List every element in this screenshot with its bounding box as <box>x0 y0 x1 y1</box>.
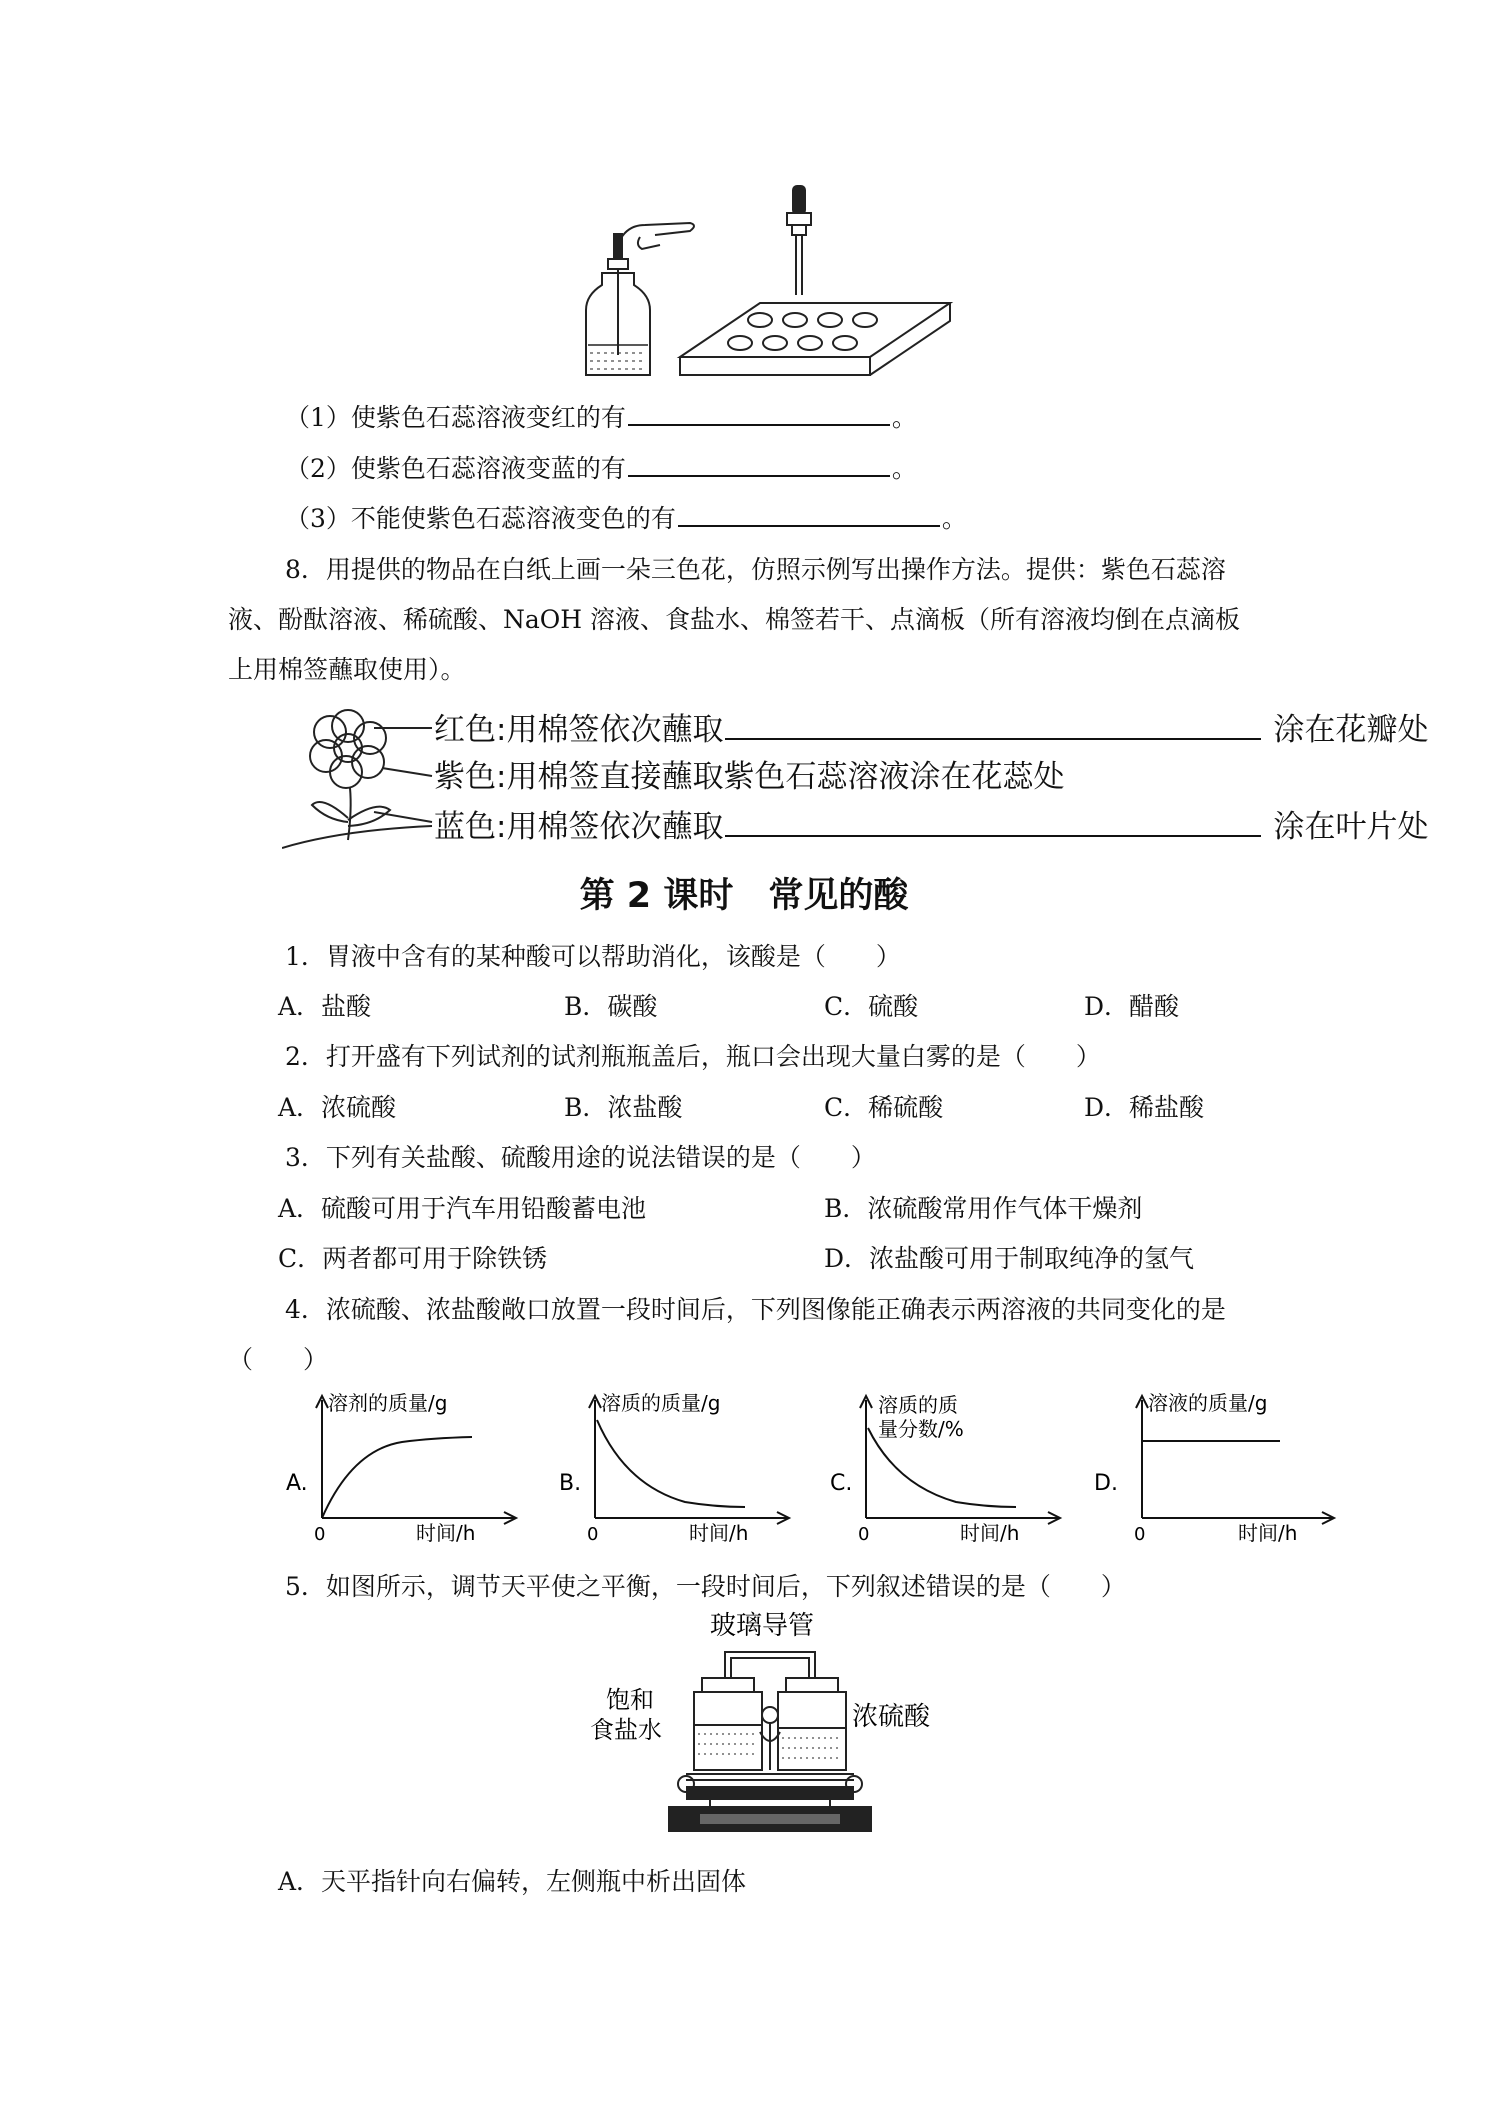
q1-option-d[interactable]: D．醋酸 <box>1084 992 1180 1021</box>
q7-sub2-end: 。 <box>891 454 917 483</box>
balance-apparatus-illustration <box>590 1610 950 1840</box>
q4-graph-c-xlabel: 时间/h <box>960 1521 1020 1545</box>
dropper-plate-illustration <box>580 185 960 380</box>
q7-sub3-text: （3）不能使紫色石蕊溶液变色的有 <box>285 504 676 533</box>
q8-line3: 上用棉签蘸取使用）。 <box>228 655 466 684</box>
q4-graph-c[interactable] <box>826 1390 1066 1550</box>
q8-purple-line: 紫色:用棉签直接蘸取紫色石蕊溶液涂在花蕊处 <box>434 759 1065 795</box>
q3-option-a[interactable]: A．硫酸可用于汽车用铅酸蓄电池 <box>278 1194 647 1223</box>
q2-stem: 2．打开盛有下列试剂的试剂瓶瓶盖后，瓶口会出现大量白雾的是（ ） <box>285 1042 1101 1071</box>
q7-sub3-end: 。 <box>941 504 967 533</box>
q7-sub1 <box>285 400 917 435</box>
q8-blue-end: 涂在叶片处 <box>1273 809 1429 845</box>
section-title: 第 2 课时 常见的酸 <box>579 876 909 916</box>
q7-sub2-text: （2）使紫色石蕊溶液变蓝的有 <box>285 454 626 483</box>
q5-option-a[interactable]: A．天平指针向右偏转，左侧瓶中析出固体 <box>278 1867 747 1896</box>
q8-blue-line <box>434 805 1428 847</box>
q8-blue-label: 蓝色:用棉签依次蘸取 <box>434 809 724 845</box>
q4-graph-d-ylabel: 溶液的质量/g <box>1148 1391 1268 1415</box>
q4-graph-d-xlabel: 时间/h <box>1238 1521 1298 1545</box>
q1-stem: 1．胃液中含有的某种酸可以帮助消化，该酸是（ ） <box>285 942 901 971</box>
q8-red-label: 红色:用棉签依次蘸取 <box>434 712 724 748</box>
q4-graph-b-curve <box>597 1420 745 1507</box>
label-conc-sulfuric: 浓硫酸 <box>852 1702 931 1732</box>
q4-graph-c-ylabel2: 量分数/% <box>878 1417 964 1441</box>
q4-graph-c-origin: 0 <box>858 1524 870 1545</box>
q4-graph-a-ylabel: 溶剂的质量/g <box>328 1391 448 1415</box>
q4-graph-c-letter: C. <box>830 1471 853 1496</box>
q1-option-a[interactable]: A．盐酸 <box>278 992 372 1021</box>
q4-graph-d-letter: D. <box>1094 1471 1118 1496</box>
q7-sub2 <box>285 451 917 486</box>
q3-option-c[interactable]: C．两者都可用于除铁锈 <box>278 1244 548 1273</box>
q2-option-c[interactable]: C．稀硫酸 <box>824 1093 944 1122</box>
q7-sub2-blank[interactable] <box>628 451 890 477</box>
q4-graph-a-letter: A. <box>286 1471 308 1496</box>
q4-graph-b-xlabel: 时间/h <box>689 1521 749 1545</box>
q4-graph-b-origin: 0 <box>587 1524 599 1545</box>
q1-option-b[interactable]: B．碳酸 <box>564 992 658 1021</box>
q3-stem: 3．下列有关盐酸、硫酸用途的说法错误的是（ ） <box>285 1143 876 1172</box>
q4-graph-b-ylabel: 溶质的质量/g <box>601 1391 721 1415</box>
q4-paren: （ ） <box>228 1345 329 1374</box>
q7-sub1-end: 。 <box>891 403 917 432</box>
q3-option-b[interactable]: B．浓硫酸常用作气体干燥剂 <box>824 1194 1143 1223</box>
q8-red-line <box>434 708 1428 750</box>
q1-option-c[interactable]: C．硫酸 <box>824 992 919 1021</box>
q8-red-end: 涂在花瓣处 <box>1273 712 1429 748</box>
q4-graph-b[interactable] <box>555 1390 795 1550</box>
q2-option-b[interactable]: B．浓盐酸 <box>564 1093 683 1122</box>
q4-stem: 4．浓硫酸、浓盐酸敞口放置一段时间后，下列图像能正确表示两溶液的共同变化的是 <box>285 1295 1226 1324</box>
q7-sub3-blank[interactable] <box>678 501 940 527</box>
label-glass-tube: 玻璃导管 <box>710 1611 815 1641</box>
q8-blue-blank[interactable] <box>725 805 1261 837</box>
q7-sub3 <box>285 501 967 536</box>
q7-sub1-text: （1）使紫色石蕊溶液变红的有 <box>285 403 626 432</box>
q8-red-blank[interactable] <box>725 708 1261 740</box>
label-saturated-2: 食盐水 <box>590 1716 662 1744</box>
flower-illustration <box>282 700 442 850</box>
q4-graph-a[interactable] <box>282 1390 522 1550</box>
q4-graph-d[interactable] <box>1090 1390 1340 1550</box>
q2-option-a[interactable]: A．浓硫酸 <box>278 1093 397 1122</box>
q2-option-d[interactable]: D．稀盐酸 <box>1084 1093 1205 1122</box>
q8-line1: 8．用提供的物品在白纸上画一朵三色花，仿照示例写出操作方法。提供：紫色石蕊溶 <box>285 555 1226 584</box>
q4-graph-a-xlabel: 时间/h <box>416 1521 476 1545</box>
q4-graph-a-origin: 0 <box>314 1524 326 1545</box>
label-saturated-1: 饱和 <box>606 1686 654 1714</box>
q5-stem: 5．如图所示，调节天平使之平衡，一段时间后，下列叙述错误的是（ ） <box>285 1572 1126 1601</box>
q4-graph-d-origin: 0 <box>1134 1524 1146 1545</box>
q4-graph-b-letter: B. <box>559 1471 582 1496</box>
q8-line2: 液、酚酞溶液、稀硫酸、NaOH 溶液、食盐水、棉签若干、点滴板（所有溶液均倒在点滴板 <box>228 605 1241 634</box>
q7-sub1-blank[interactable] <box>628 400 890 426</box>
q3-option-d[interactable]: D．浓盐酸可用于制取纯净的氢气 <box>824 1244 1195 1273</box>
q4-graph-a-curve <box>322 1437 472 1518</box>
q4-graph-c-ylabel: 溶质的质 <box>878 1393 958 1417</box>
